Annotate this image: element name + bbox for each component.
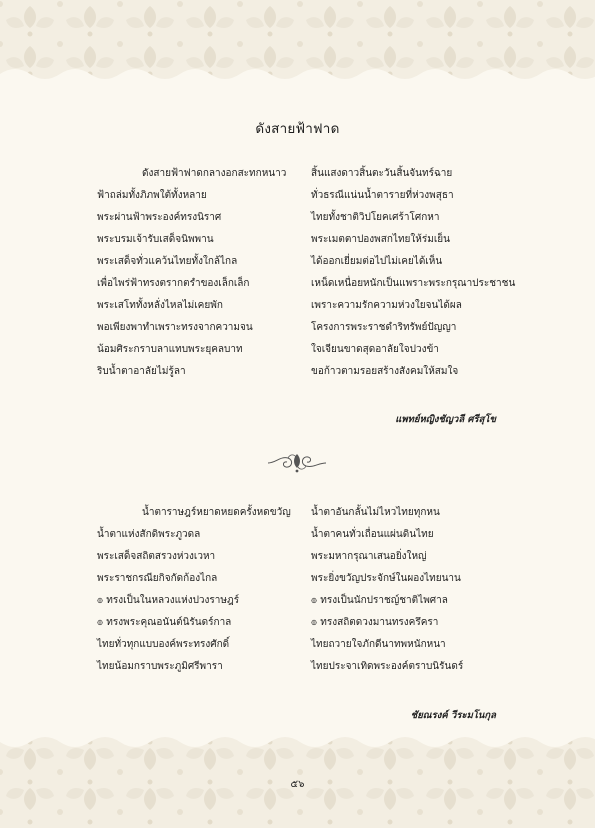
verse-line: พระเมตตาปองพสกไทยให้ร่มเย็น (311, 234, 450, 245)
verse-line: ริบน้ำตาอาลัยไม่รู้ลา (97, 366, 186, 377)
verse-line: ได้ออกเยี่ยมต่อไปไม่เคยได้เห็น (311, 256, 443, 267)
verse-line: ๏ ทรงพระคุณอนันต์นิรันดร์กาล (97, 617, 232, 628)
verse-line: ขอก้าวตามรอยสร้างสังคมให้สมใจ (311, 366, 459, 377)
verse-line: สิ้นแสงดาวสิ้นตะวันสิ้นจันทร์ฉาย (311, 168, 453, 179)
flourish-ornament-icon (266, 450, 328, 474)
verse-line: ๏ ทรงสถิตดวงมานทรงครึครา (311, 617, 439, 628)
verse-line: พระยิ่งขวัญประจักษ์ในผองไทยนาน (311, 573, 461, 584)
verse-line: ใจเจียนขาดสุดอาลัยใจปวงข้า (311, 344, 439, 355)
floral-pattern-top (0, 0, 595, 80)
verse-line: พระเสโททั้งหลั่งไหลไม่เคยพัก (97, 300, 223, 311)
verse-line: พระผ่านฟ้าพระองค์ทรงนิราศ (97, 212, 222, 223)
verse-line: น้ำตาคนทั่วเถื่อนแผ่นดินไทย (311, 529, 434, 540)
verse-line: พระมหากรุณาเสนอยิ่งใหญ่ (311, 551, 427, 562)
verse-line: ไทยถวายใจภักดีนาทพหนักหนา (311, 639, 446, 650)
verse-line: น้อมศิระกราบลาแทบพระยุคลบาท (97, 344, 243, 355)
verse-line: เหน็ดเหนื่อยหนักเป็นแพราะพระกรุณาประชาชน (311, 278, 516, 289)
verse-line: ไทยทั่วทุกแบบองค์พระทรงศักดิ์ (97, 639, 230, 650)
verse-line: ดังสายฟ้าฟาดกลางอกสะทกหนาว (142, 168, 287, 179)
top-decorative-border (0, 0, 595, 80)
verse-line: เพื่อไพร่ฟ้าทรงตรากตรำของเล็กเล็ก (97, 278, 250, 289)
verse-line: พอเพียงพาทำเพราะทรงจากความจน (97, 322, 253, 333)
verse-line: พระบรมเจ้ารับเสด็จนิพพาน (97, 234, 214, 245)
verse-line: เพราะความรักความห่วงใยจนได้ผล (311, 300, 462, 311)
verse-line: ฟ้าถล่มทั้งภิภพใต้ทั้งหลาย (97, 190, 207, 201)
poem-title: ดังสายฟ้าฟาด (255, 121, 340, 137)
verse-line: พระเสด็จทั่วแคว้นไทยทั้งใกล้ไกล (97, 256, 238, 267)
verse-line: น้ำตาราษฎร์หยาดหยดครั้งหดขวัญ (142, 507, 291, 518)
verse-line: พระราชกรณียกิจกัดก้องไกล (97, 573, 218, 584)
verse-line: ๏ ทรงเป็นนักปราชญ์ชาติไพศาล (311, 595, 448, 606)
verse-line: น้ำตาอันกลั้นไม่ไหวไทยทุกหน (311, 507, 440, 518)
verse-line: โครงการพระราชดำริทรัพย์ปัญญา (311, 322, 457, 333)
verse-line: ไทยประจาเทิดพระองค์ตราบนิรันดร์ (311, 661, 464, 672)
verse-line: ทั่วธรณีแน่นน้ำตารายที่ห่วงพสุธา (311, 190, 454, 201)
poem-two-author: ชัยณรงค์ วีระมโนกุล (410, 710, 496, 721)
verse-line: พระเสด็จสถิตสรวงห่วงเวหา (97, 551, 216, 562)
verse-line: ๏ ทรงเป็นในหลวงแห่งปวงราษฎร์ (97, 595, 240, 606)
poem-one-author: แพทย์หญิงชัญวลี ศรีสุโข (395, 414, 496, 425)
verse-line: ไทยน้อมกราบพระภูมิศรีพารา (97, 661, 223, 672)
verse-line: น้ำตาแห่งสักดิพระภูวดล (97, 529, 201, 540)
page-number: ๕๖ (290, 779, 305, 790)
verse-line: ไทยทั้งชาติวิปโยคเศร้าโศกหา (311, 212, 440, 223)
